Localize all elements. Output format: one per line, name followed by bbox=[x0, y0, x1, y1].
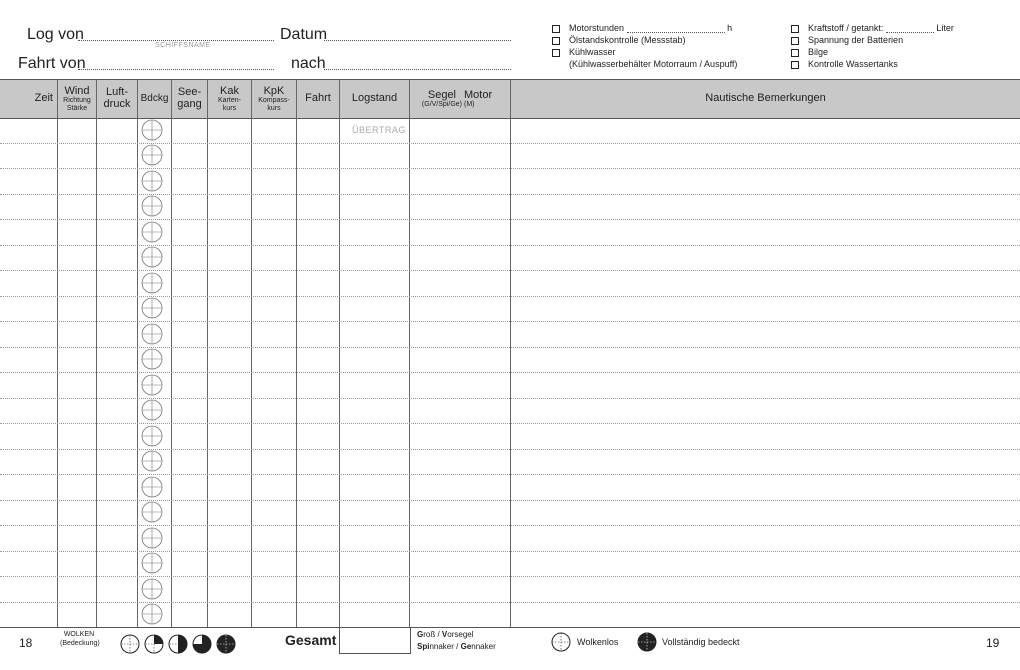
schiffsname-label: SCHIFFSNAME bbox=[155, 42, 211, 49]
checklist-label: Kühlwasser bbox=[569, 47, 616, 57]
checkbox[interactable] bbox=[791, 25, 799, 33]
col-divider bbox=[339, 79, 340, 627]
nach-field[interactable] bbox=[324, 69, 511, 70]
cloud-cover-wheel-icon[interactable] bbox=[141, 144, 163, 166]
kraftstoff-field[interactable] bbox=[886, 32, 934, 33]
gesamt-box[interactable] bbox=[339, 628, 411, 654]
col-divider bbox=[57, 79, 58, 627]
checklist-label: Ölstandskontrolle (Messstab) bbox=[569, 35, 686, 45]
cloud-cover-wheel-icon[interactable] bbox=[141, 399, 163, 421]
log-von-label: Log von bbox=[27, 26, 84, 43]
cloud-cover-half-icon bbox=[169, 635, 187, 653]
cloud-cover-wheel-icon[interactable] bbox=[141, 374, 163, 396]
gesamt-label: Gesamt bbox=[285, 632, 337, 648]
log-von-field[interactable] bbox=[78, 40, 274, 41]
col-luftdruck: Luft- druck bbox=[103, 86, 131, 110]
checklist-label: Kontrolle Wassertanks bbox=[808, 59, 898, 69]
col-kak: Kak Karten- kurs bbox=[218, 84, 241, 112]
datum-label: Datum bbox=[280, 26, 328, 43]
col-divider bbox=[96, 79, 97, 627]
check-wassertanks[interactable] bbox=[791, 59, 991, 71]
checkbox[interactable] bbox=[552, 25, 560, 33]
cloud-cover-0-icon bbox=[121, 635, 139, 653]
checkbox[interactable] bbox=[791, 61, 799, 69]
cloud-cover-wheel-icon[interactable] bbox=[141, 552, 163, 574]
checklist-label: Bilge bbox=[808, 47, 829, 57]
col-divider bbox=[251, 79, 252, 627]
page-number-left: 18 bbox=[19, 636, 33, 650]
checkbox[interactable] bbox=[791, 37, 799, 45]
cloud-cover-wheel-icon[interactable] bbox=[141, 272, 163, 294]
checklist-label: Spannung der Batterien bbox=[808, 35, 904, 45]
cloud-cover-wheel-icon[interactable] bbox=[141, 476, 163, 498]
checkbox[interactable] bbox=[791, 49, 799, 57]
checklist-label: Kraftstoff / getankt: bbox=[808, 23, 884, 33]
cloud-cover-wheel-icon[interactable] bbox=[141, 501, 163, 523]
col-bdckg: Bdckg bbox=[140, 92, 169, 104]
cloud-cover-wheel-icon[interactable] bbox=[141, 221, 163, 243]
cloud-cover-wheel-icon[interactable] bbox=[141, 170, 163, 192]
wolken-label: WOLKEN (Bedeckung) bbox=[60, 631, 100, 648]
cloud-cover-icons bbox=[119, 633, 239, 655]
checklist-label: Motorstunden bbox=[569, 23, 625, 33]
col-motor: Motor (M) bbox=[464, 88, 493, 109]
cloud-cover-wheel-icon[interactable] bbox=[141, 119, 163, 141]
cloud-cover-wheel-icon[interactable] bbox=[141, 297, 163, 319]
col-zeit: Zeit bbox=[34, 92, 53, 105]
page-number-right: 19 bbox=[986, 636, 1000, 650]
col-divider bbox=[137, 79, 138, 627]
cloud-cover-wheel-icon[interactable] bbox=[141, 578, 163, 600]
bedeckt-label: Vollständig bedeckt bbox=[662, 637, 740, 647]
cloud-cover-quarter-icon bbox=[145, 635, 163, 653]
check-oelstand[interactable] bbox=[552, 35, 752, 47]
sail-legend: Groß / Vorsegel Spinnaker / Gennaker bbox=[417, 630, 496, 651]
wolkenlos-label: Wolkenlos bbox=[577, 637, 619, 647]
check-kraftstoff[interactable] bbox=[791, 23, 1011, 35]
col-logstand: Logstand bbox=[351, 92, 398, 105]
datum-field[interactable] bbox=[324, 40, 511, 41]
cloud-cover-full-icon bbox=[217, 635, 235, 653]
cloud-cover-wheel-icon[interactable] bbox=[141, 603, 163, 625]
col-seegang: See- gang bbox=[177, 86, 202, 110]
col-kpk: KpK Kompass- kurs bbox=[258, 84, 290, 112]
fahrt-von-label: Fahrt von bbox=[18, 55, 86, 72]
cloud-cover-three-quarter-icon bbox=[193, 635, 211, 653]
uebertrag-label: ÜBERTRAG bbox=[352, 125, 406, 135]
footer bbox=[0, 627, 1020, 670]
checklist-label: (Kühlwasserbehälter Motorraum / Auspuff) bbox=[569, 59, 738, 69]
cloud-cover-wheel-icon[interactable] bbox=[141, 348, 163, 370]
wolkenlos-icon bbox=[551, 632, 571, 652]
checklist-suffix: h bbox=[727, 23, 733, 33]
nach-label: nach bbox=[291, 55, 326, 72]
cloud-cover-wheel-icon[interactable] bbox=[141, 425, 163, 447]
col-divider bbox=[409, 79, 410, 627]
col-divider bbox=[296, 79, 297, 627]
check-kuehlwasser[interactable] bbox=[552, 47, 752, 59]
cloud-cover-wheel-icon[interactable] bbox=[141, 246, 163, 268]
checklist-suffix: Liter bbox=[936, 23, 954, 33]
bedeckt-icon bbox=[637, 632, 657, 652]
col-wind: Wind Richtung Stärke bbox=[63, 84, 91, 112]
col-fahrt: Fahrt bbox=[305, 92, 331, 105]
checkbox[interactable] bbox=[552, 37, 560, 45]
col-divider bbox=[171, 79, 172, 627]
cloud-cover-wheel-icon[interactable] bbox=[141, 450, 163, 472]
check-kuehlwasser-note bbox=[552, 59, 752, 71]
col-divider bbox=[207, 79, 208, 627]
check-batterien[interactable] bbox=[791, 35, 991, 47]
check-bilge[interactable] bbox=[791, 47, 991, 59]
cloud-cover-wheel-icon[interactable] bbox=[141, 527, 163, 549]
motorstunden-field[interactable] bbox=[627, 32, 725, 33]
col-segel: Segel (G/V/Spi/Ge) bbox=[421, 88, 462, 109]
check-motorstunden[interactable] bbox=[552, 23, 752, 35]
cloud-cover-wheel-icon[interactable] bbox=[141, 323, 163, 345]
cloud-cover-wheel-icon[interactable] bbox=[141, 195, 163, 217]
col-divider bbox=[510, 79, 511, 627]
fahrt-von-field[interactable] bbox=[78, 69, 274, 70]
checkbox[interactable] bbox=[552, 49, 560, 57]
col-bemerkungen: Nautische Bemerkungen bbox=[705, 92, 826, 105]
